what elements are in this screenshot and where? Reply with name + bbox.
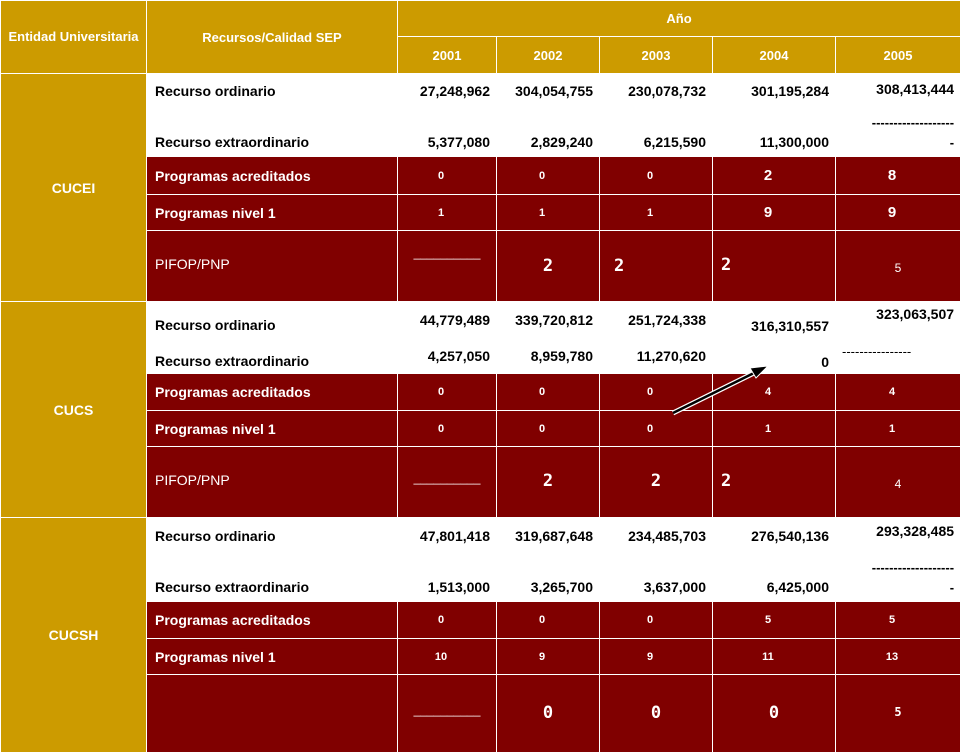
value-cell: 0 [497,411,600,447]
value: 2 [713,255,835,277]
value-cell: 1 [600,195,713,231]
value-cell [497,447,600,518]
value-cell [713,447,836,518]
value-cell [398,675,497,753]
value-cell [398,231,497,302]
dash-line: __________ [398,703,496,725]
value-cell: 1 [713,411,836,447]
header-year: Año [398,1,960,37]
entity-cucs: CUCS [1,302,147,518]
value-cell: 27,248,962 [398,74,497,109]
row-label: Programas nivel 1 [147,411,398,447]
value-cell: 11 [713,639,836,675]
value-cell: 8,959,780 [497,338,600,374]
value-cell: 1 [398,195,497,231]
value-cell: 0 [398,157,497,195]
table-row [1,302,960,338]
entity-cucsh: CUCSH [1,518,147,753]
value-cell: 4 [836,374,960,411]
value: 2 [600,256,712,276]
row-label: Recurso extraordinario [147,554,398,602]
value-cell: 0 [600,157,713,195]
value-cell: ---------------- [836,338,960,374]
value-cell: 0 [600,411,713,447]
value-cell: 9 [600,639,713,675]
dashes-tail: - [836,133,954,153]
header-year-2003: 2003 [600,37,713,74]
value-cell: 0 [398,374,497,411]
value-cell [600,231,713,302]
value-cell: 1 [497,195,600,231]
header-resources: Recursos/Calidad SEP [147,1,398,74]
header-year-2001: 2001 [398,37,497,74]
row-label: PIFOP/PNP [147,472,397,492]
header-year-2004: 2004 [713,37,836,74]
row-label: Recurso ordinario [147,74,398,109]
value-cell: 9 [836,195,960,231]
value-cell: 301,195,284 [713,74,836,109]
row-label: Recurso extraordinario [147,338,398,374]
dashes: ------------------- [836,558,954,578]
value-cell: 276,540,136 [713,518,836,554]
value: 2 [713,471,835,493]
value-cell [836,554,960,602]
value-cell [497,231,600,302]
value-cell [713,675,836,753]
value-cell: 2,829,240 [497,109,600,157]
table-row [1,74,960,109]
row-label: PIFOP/PNP [147,256,397,276]
row-label: Recurso extraordinario [147,109,398,157]
value: 2 [497,256,599,276]
value: 0 [600,703,712,725]
row-label: Programas nivel 1 [147,195,398,231]
value-cell: 3,637,000 [600,554,713,602]
value-cell: 0 [398,411,497,447]
value-cell [600,447,713,518]
row-label-cell [147,231,398,302]
value-cell: 1,513,000 [398,554,497,602]
value-cell: 0 [713,338,836,374]
value: 0 [713,703,835,725]
value-cell [497,675,600,753]
value-cell: 2 [713,157,836,195]
row-label-cell [147,447,398,518]
header-year-2005: 2005 [836,37,960,74]
entity-cucei: CUCEI [1,74,147,302]
value-cell: 11,270,620 [600,338,713,374]
value-cell: 0 [398,602,497,639]
value: 5 [836,257,960,275]
value-cell: 10 [398,639,497,675]
value-cell: 5,377,080 [398,109,497,157]
dashes-tail: - [836,578,954,598]
value-cell: 9 [497,639,600,675]
value-cell: 0 [600,602,713,639]
value-cell: 308,413,444 [836,74,960,109]
value: 0 [497,703,599,725]
row-label-cell [147,675,398,753]
value: 2 [600,471,712,493]
row-label: Recurso ordinario [147,302,398,338]
value-cell: 234,485,703 [600,518,713,554]
value-cell: 339,720,812 [497,302,600,338]
value-cell: 304,054,755 [497,74,600,109]
value-cell: 0 [497,374,600,411]
value-cell: 230,078,732 [600,74,713,109]
value-cell: 4 [713,374,836,411]
dashes: ------------------- [836,113,954,133]
value-cell: 5 [713,602,836,639]
value-cell: 0 [497,602,600,639]
row-label: Programas nivel 1 [147,639,398,675]
value-cell: 47,801,418 [398,518,497,554]
value-cell: 8 [836,157,960,195]
value-cell: 44,779,489 [398,302,497,338]
value-cell: 319,687,648 [497,518,600,554]
value-cell [713,231,836,302]
value-cell: 0 [497,157,600,195]
value-cell [836,447,960,518]
row-label: Programas acreditados [147,157,398,195]
value-cell: 11,300,000 [713,109,836,157]
value-cell: 5 [836,602,960,639]
header-entity: Entidad Universitaria [1,1,147,74]
value: 5 [836,705,960,723]
value-cell: 251,724,338 [600,302,713,338]
value-cell: 4,257,050 [398,338,497,374]
value-cell: 3,265,700 [497,554,600,602]
header-year-2002: 2002 [497,37,600,74]
table-row [1,518,960,554]
value-cell: 0 [600,374,713,411]
value-cell: 293,328,485 [836,518,960,554]
value-cell [836,675,960,753]
row-label: Programas acreditados [147,374,398,411]
value-cell [836,231,960,302]
dash-line: __________ [398,246,496,286]
value-cell: 6,425,000 [713,554,836,602]
value-cell [600,675,713,753]
value: 4 [836,473,960,491]
value-cell: 323,063,507 [836,302,960,338]
row-label: Programas acreditados [147,602,398,639]
value-cell: 6,215,590 [600,109,713,157]
value-cell [836,109,960,157]
value-cell: 316,310,557 [713,302,836,338]
value-cell: 9 [713,195,836,231]
value-cell: 13 [836,639,960,675]
value-cell [398,447,497,518]
dash-line: __________ [398,471,496,493]
value: 2 [497,471,599,493]
row-label: Recurso ordinario [147,518,398,554]
value-cell: 1 [836,411,960,447]
